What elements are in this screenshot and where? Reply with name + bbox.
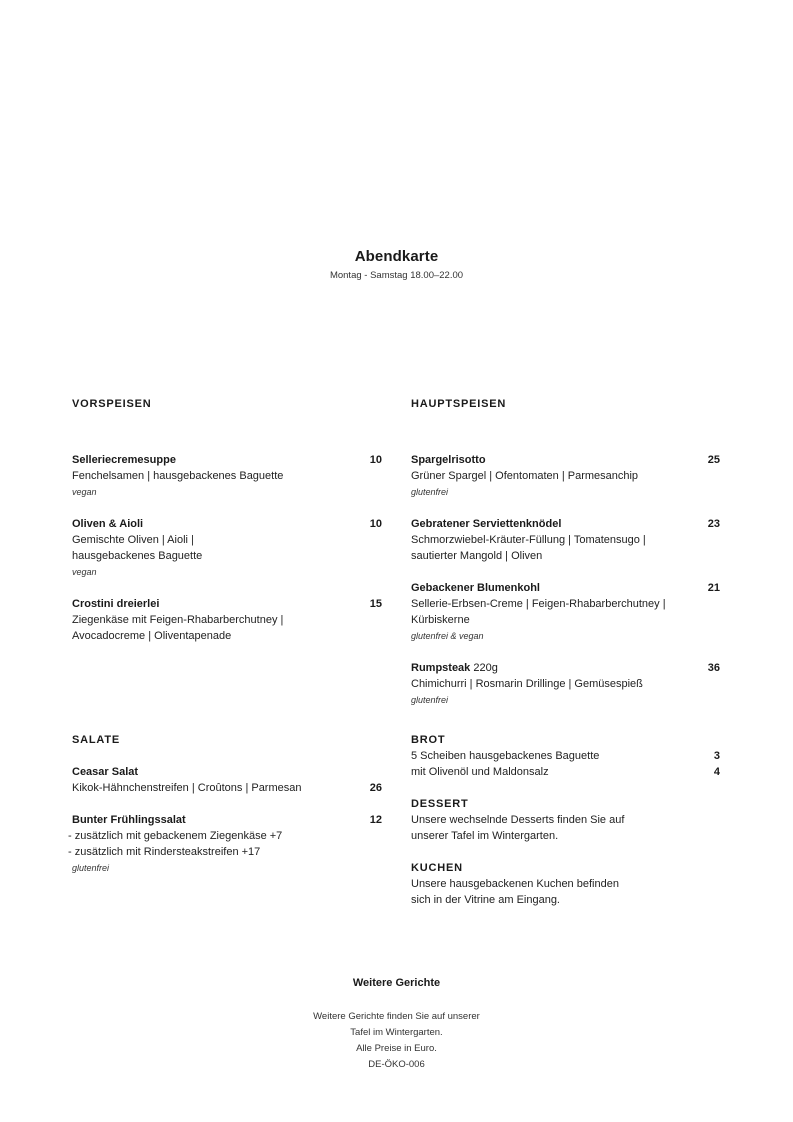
item-diet-note: glutenfrei (72, 863, 110, 873)
item-name: Crostini dreierlei (72, 598, 160, 610)
item-price: 25 (707, 454, 720, 466)
item-diet-note: glutenfrei (411, 487, 449, 497)
menu-item-ceasar-salat (72, 764, 382, 796)
dessert-line: Unsere wechselnde Desserts finden Sie auf (411, 814, 625, 826)
section-heading-dessert: DESSERT (411, 798, 469, 810)
kuchen-line: sich in der Vitrine am Eingang. (411, 894, 560, 906)
item-description: Kürbiskerne (411, 614, 470, 626)
footer-title: Weitere Gerichte (352, 977, 441, 989)
item-name: Gebratener Serviettenknödel (411, 518, 562, 530)
footer-line: Weitere Gerichte finden Sie auf unserer (313, 1011, 480, 1022)
item-name: Gebackener Blumenkohl (411, 582, 540, 594)
section-vorspeisen (72, 396, 382, 644)
menu-item-serviettenknoedel (411, 516, 720, 564)
item-name: Rumpsteak (411, 662, 471, 674)
footer-line: Alle Preise in Euro. (356, 1043, 437, 1054)
menu-item-rumpsteak (411, 660, 720, 708)
footer-line: DE-ÖKO-006 (368, 1059, 425, 1070)
item-weight: 220g (473, 662, 498, 674)
brot-line: 5 Scheiben hausgebackenes Baguette (411, 750, 600, 762)
item-price: 26 (369, 782, 382, 794)
item-description: sautierter Mangold | Oliven (411, 550, 543, 562)
item-addon: - zusätzlich mit Rindersteakstreifen +17 (68, 846, 261, 858)
menu-item-blumenkohl (411, 580, 720, 644)
menu-item-spargelrisotto (411, 452, 720, 500)
item-description: Fenchelsamen | hausgebackenes Baguette (72, 470, 284, 482)
item-addon: - zusätzlich mit gebackenem Ziegenkäse +7 (68, 830, 283, 842)
item-price: 10 (369, 454, 382, 466)
item-diet-note: vegan (72, 567, 97, 577)
item-name: Bunter Frühlingssalat (72, 814, 186, 826)
item-price: 3 (713, 750, 720, 762)
item-price: 36 (707, 662, 720, 674)
section-brot-dessert-kuchen (411, 732, 720, 908)
section-heading-kuchen: KUCHEN (411, 862, 463, 874)
item-price: 23 (707, 518, 720, 530)
section-heading: SALATE (72, 734, 120, 746)
dessert-line: unserer Tafel im Wintergarten. (411, 830, 559, 842)
item-description: hausgebackenes Baguette (72, 550, 203, 562)
kuchen-line: Unsere hausgebackenen Kuchen befinden (411, 878, 619, 890)
item-price: 10 (369, 518, 382, 530)
item-price: 15 (369, 598, 382, 610)
item-name: Spargelrisotto (411, 454, 486, 466)
footer-line: Tafel im Wintergarten. (350, 1027, 443, 1038)
menu-title: Abendkarte (354, 248, 439, 265)
item-description: Chimichurri | Rosmarin Drillinge | Gemüsespieß (411, 678, 643, 690)
section-heading: VORSPEISEN (72, 398, 152, 410)
item-diet-note: glutenfrei & vegan (411, 631, 484, 641)
item-price: 21 (707, 582, 720, 594)
section-hauptspeisen (411, 396, 720, 708)
item-diet-note: glutenfrei (411, 695, 449, 705)
item-description: Grüner Spargel | Ofentomaten | Parmesanchip (411, 470, 639, 482)
item-description: Sellerie-Erbsen-Creme | Feigen-Rhabarberchutney | (411, 598, 666, 610)
item-price: 12 (369, 814, 382, 826)
item-name: Ceasar Salat (72, 766, 139, 778)
menu-item-oliven-aioli (72, 516, 382, 580)
item-name: Selleriecremesuppe (72, 454, 176, 466)
item-price: 4 (713, 766, 720, 778)
section-salate (68, 732, 382, 876)
menu-item-selleriecremesuppe (72, 452, 382, 500)
brot-line: mit Olivenöl und Maldonsalz (411, 766, 549, 778)
section-heading: HAUPTSPEISEN (411, 398, 507, 410)
item-description: Kikok-Hähnchenstreifen | Croûtons | Parmesan (72, 782, 302, 794)
item-diet-note: vegan (72, 487, 97, 497)
item-description: Ziegenkäse mit Feigen-Rhabarberchutney | (72, 614, 284, 626)
menu-item-fruehlingssalat (68, 812, 382, 876)
footer-notes (0, 1009, 793, 1073)
section-heading-brot: BROT (411, 734, 446, 746)
item-name: Oliven & Aioli (72, 518, 144, 530)
item-description: Avocadocreme | Oliventapenade (72, 630, 232, 642)
opening-hours: Montag - Samstag 18.00–22.00 (329, 270, 464, 281)
item-description: Schmorzwiebel-Kräuter-Füllung | Tomatensugo | (411, 534, 646, 546)
item-description: Gemischte Oliven | Aioli | (72, 534, 194, 546)
menu-item-crostini (72, 596, 382, 644)
